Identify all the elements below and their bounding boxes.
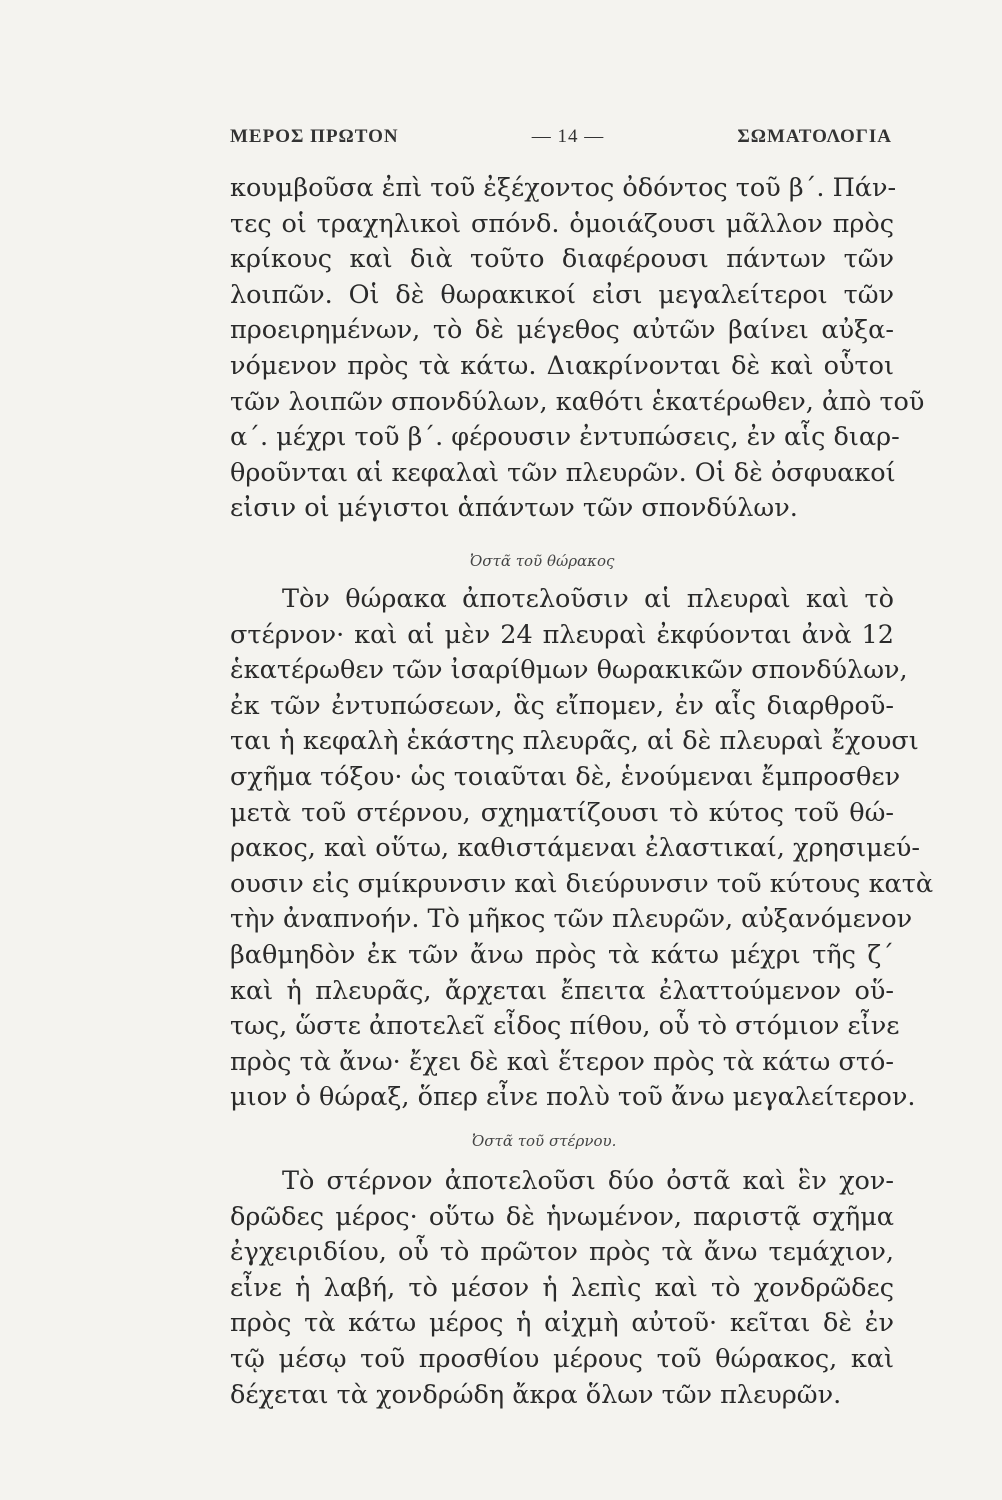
text-line: ἑκατέρωθεν τῶν ἰσαρίθμων θωρακικῶν σπονδύλων,: [230, 655, 908, 686]
text-line: τες οἱ τραχηλικοὶ σπόνδ. ὁμοιάζουσι μᾶλλον πρὸς: [230, 208, 894, 239]
text-line: ἐκ τῶν ἐντυπώσεων, ἃς εἴπομεν, ἐν αἷς διαρθροῦ-: [230, 690, 894, 721]
text-line: στέρνον· καὶ αἱ μὲν 24 πλευραὶ ἐκφύονται ἀνὰ 12: [230, 619, 894, 650]
text-line: Τὸ στέρνον ἀποτελοῦσι δύο ὀστᾶ καὶ ἓν χον-: [282, 1166, 894, 1196]
text-line: βαθμηδὸν ἐκ τῶν ἄνω πρὸς τὰ κάτω μέχρι τῆς ζ΄: [230, 939, 894, 970]
text-line: τως, ὥστε ἀποτελεῖ εἶδος πίθου, οὗ τὸ στόμιον εἶνε: [230, 1011, 900, 1042]
header-section-title: ΣΩΜΑΤΟΛΟΓΙΑ: [737, 126, 892, 147]
text-line: μετὰ τοῦ στέρνου, σχηματίζουσι τὸ κύτος τοῦ θώ-: [230, 797, 894, 828]
text-line: τῶν λοιπῶν σπονδύλων, καθότι ἑκατέρωθεν, ἀπὸ τοῦ: [230, 386, 925, 417]
text-line: πρὸς τὰ ἄνω· ἔχει δὲ καὶ ἕτερον πρὸς τὰ κάτω στό-: [230, 1046, 894, 1077]
text-line: α΄. μέχρι τοῦ β΄. φέρουσιν ἐντυπώσεις, ἐν αἷς διαρ-: [230, 422, 900, 453]
text-line: ται ἡ κεφαλὴ ἑκάστης πλευρᾶς, αἱ δὲ πλευραὶ ἔχουσι: [230, 726, 919, 757]
header-part-title: ΜΕΡΟΣ ΠΡΩΤΟΝ: [230, 126, 399, 147]
text-line: κρίκους καὶ διὰ τοῦτο διαφέρουσι πάντων τῶν: [230, 244, 894, 275]
text-line: καὶ ἡ πλευρᾶς, ἄρχεται ἔπειτα ἐλαττούμενον οὕ-: [230, 975, 894, 1006]
section-heading-sternum: Ὀστᾶ τοῦ στέρνου.: [472, 1132, 617, 1150]
running-head: [230, 126, 892, 148]
paragraph-vertebrae: [230, 171, 925, 527]
text-line: ουσιν εἰς σμίκρυνσιν καὶ διεύρυνσιν τοῦ κύτους κατὰ: [230, 868, 934, 899]
text-line: πρὸς τὰ κάτω μέρος ἡ αἰχμὴ αὐτοῦ· κεῖται δὲ ἐν: [230, 1308, 894, 1339]
text-line: τῷ μέσῳ τοῦ προσθίου μέρους τοῦ θώρακος, καὶ: [230, 1343, 894, 1374]
section-heading-thorax: Ὀστᾶ τοῦ θώρακος: [470, 552, 615, 570]
paragraph-sternum: [230, 1164, 894, 1413]
text-line: προειρημένων, τὸ δὲ μέγεθος αὐτῶν βαίνει αὐξα-: [230, 315, 894, 346]
text-line: λοιπῶν. Οἱ δὲ θωρακικοί εἰσι μεγαλείτεροι τῶν: [230, 279, 894, 310]
text-line: νόμενον πρὸς τὰ κάτω. Διακρίνονται δὲ καὶ οὗτοι: [230, 350, 894, 381]
text-line: σχῆμα τόξου· ὡς τοιαῦται δὲ, ἑνούμεναι ἔμπροσθεν: [230, 761, 901, 792]
text-line: θροῦνται αἱ κεφαλαὶ τῶν πλευρῶν. Οἱ δὲ ὀσφυακοί: [230, 457, 896, 488]
text-line: ρακος, καὶ οὕτω, καθιστάμεναι ἐλαστικαί, χρησιμεύ-: [230, 833, 921, 864]
text-line: δέχεται τὰ χονδρώδη ἄκρα ὅλων τῶν πλευρῶν.: [230, 1379, 842, 1410]
text-line: δρῶδες μέρος· οὕτω δὲ ἡνωμένον, παριστᾷ σχῆμα: [230, 1201, 894, 1232]
text-line: ἐγχειριδίου, οὗ τὸ πρῶτον πρὸς τὰ ἄνω τεμάχιον,: [230, 1237, 894, 1268]
page-number: — 14 —: [531, 126, 605, 147]
paragraph-thorax: [230, 582, 934, 1116]
text-line: εἰσιν οἱ μέγιστοι ἁπάντων τῶν σπονδύλων.: [230, 493, 798, 524]
text-line: τὴν ἀναπνοήν. Τὸ μῆκος τῶν πλευρῶν, αὐξανόμενον: [230, 904, 913, 935]
text-line: εἶνε ἡ λαβή, τὸ μέσον ἡ λεπὶς καὶ τὸ χονδρῶδες: [230, 1272, 894, 1303]
text-line: κουμβοῦσα ἐπὶ τοῦ ἐξέχοντος ὀδόντος τοῦ β΄. Πάν-: [230, 173, 897, 203]
text-line: μιον ὁ θώραξ, ὅπερ εἶνε πολὺ τοῦ ἄνω μεγαλείτερον.: [230, 1082, 916, 1113]
text-line: Τὸν θώρακα ἀποτελοῦσιν αἱ πλευραὶ καὶ τὸ: [282, 584, 894, 614]
